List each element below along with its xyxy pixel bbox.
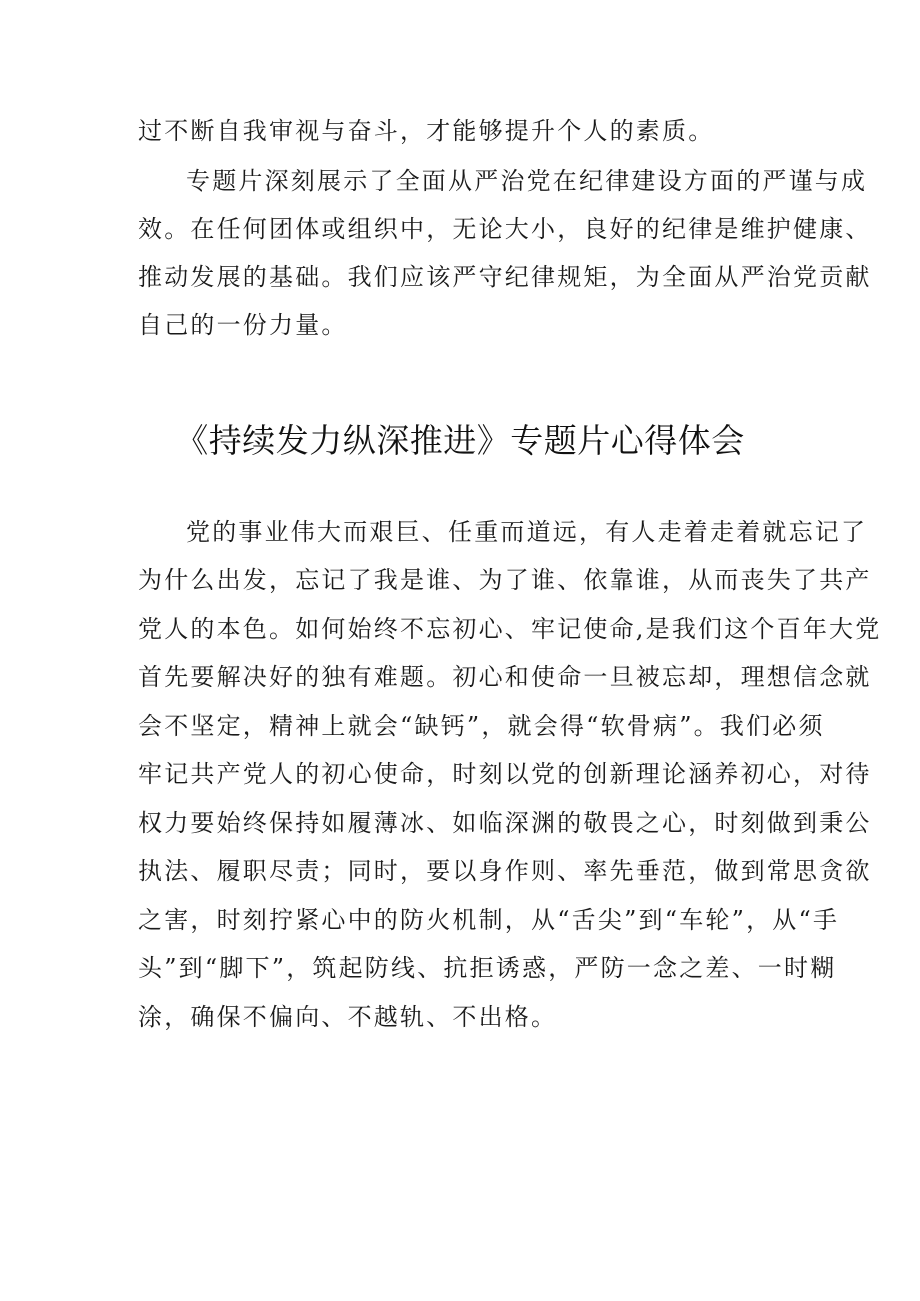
page-title: 《持续发力纵深推进》专题片心得体会 — [175, 421, 745, 460]
paragraph-line: 之害，时刻拧紧心中的防火机制，从“舌尖”到“车轮”，从“手 — [138, 906, 840, 934]
paragraph-line: 专题片深刻展示了全面从严治党在纪律建设方面的严谨与成 — [186, 167, 868, 195]
paragraph-line: 党人的本色。如何始终不忘初心、牢记使命,是我们这个百年大党 — [138, 615, 882, 643]
paragraph-line: 为什么出发，忘记了我是谁、为了谁、依靠谁，从而丧失了共产 — [138, 566, 872, 594]
paragraph-line: 执法、履职尽责；同时，要以身作则、率先垂范，做到常思贪欲 — [138, 857, 872, 885]
paragraph-line: 首先要解决好的独有难题。初心和使命一旦被忘却，理想信念就 — [138, 663, 872, 691]
paragraph-line: 涂，确保不偏向、不越轨、不出格。 — [138, 1003, 558, 1031]
paragraph-line: 效。在任何团体或组织中，无论大小，良好的纪律是维护健康、 — [138, 215, 872, 243]
paragraph-line: 党的事业伟大而艰巨、任重而道远，有人走着走着就忘记了 — [186, 518, 868, 546]
paragraph-line: 牢记共产党人的初心使命，时刻以党的创新理论涵养初心，对待 — [138, 760, 872, 788]
paragraph-line: 会不坚定，精神上就会“缺钙”，就会得“软骨病”。我们必须 — [138, 712, 825, 740]
paragraph-line: 推动发展的基础。我们应该严守纪律规矩，为全面从严治党贡献 — [138, 263, 872, 291]
paragraph-line: 自己的一份力量。 — [138, 311, 348, 339]
paragraph-line: 头”到“脚下”，筑起防线、抗拒诱惑，严防一念之差、一时糊 — [138, 954, 837, 982]
paragraph-line: 过不断自我审视与奋斗，才能够提升个人的素质。 — [138, 117, 715, 145]
paragraph-line: 权力要始终保持如履薄冰、如临深渊的敬畏之心，时刻做到秉公 — [138, 809, 872, 837]
